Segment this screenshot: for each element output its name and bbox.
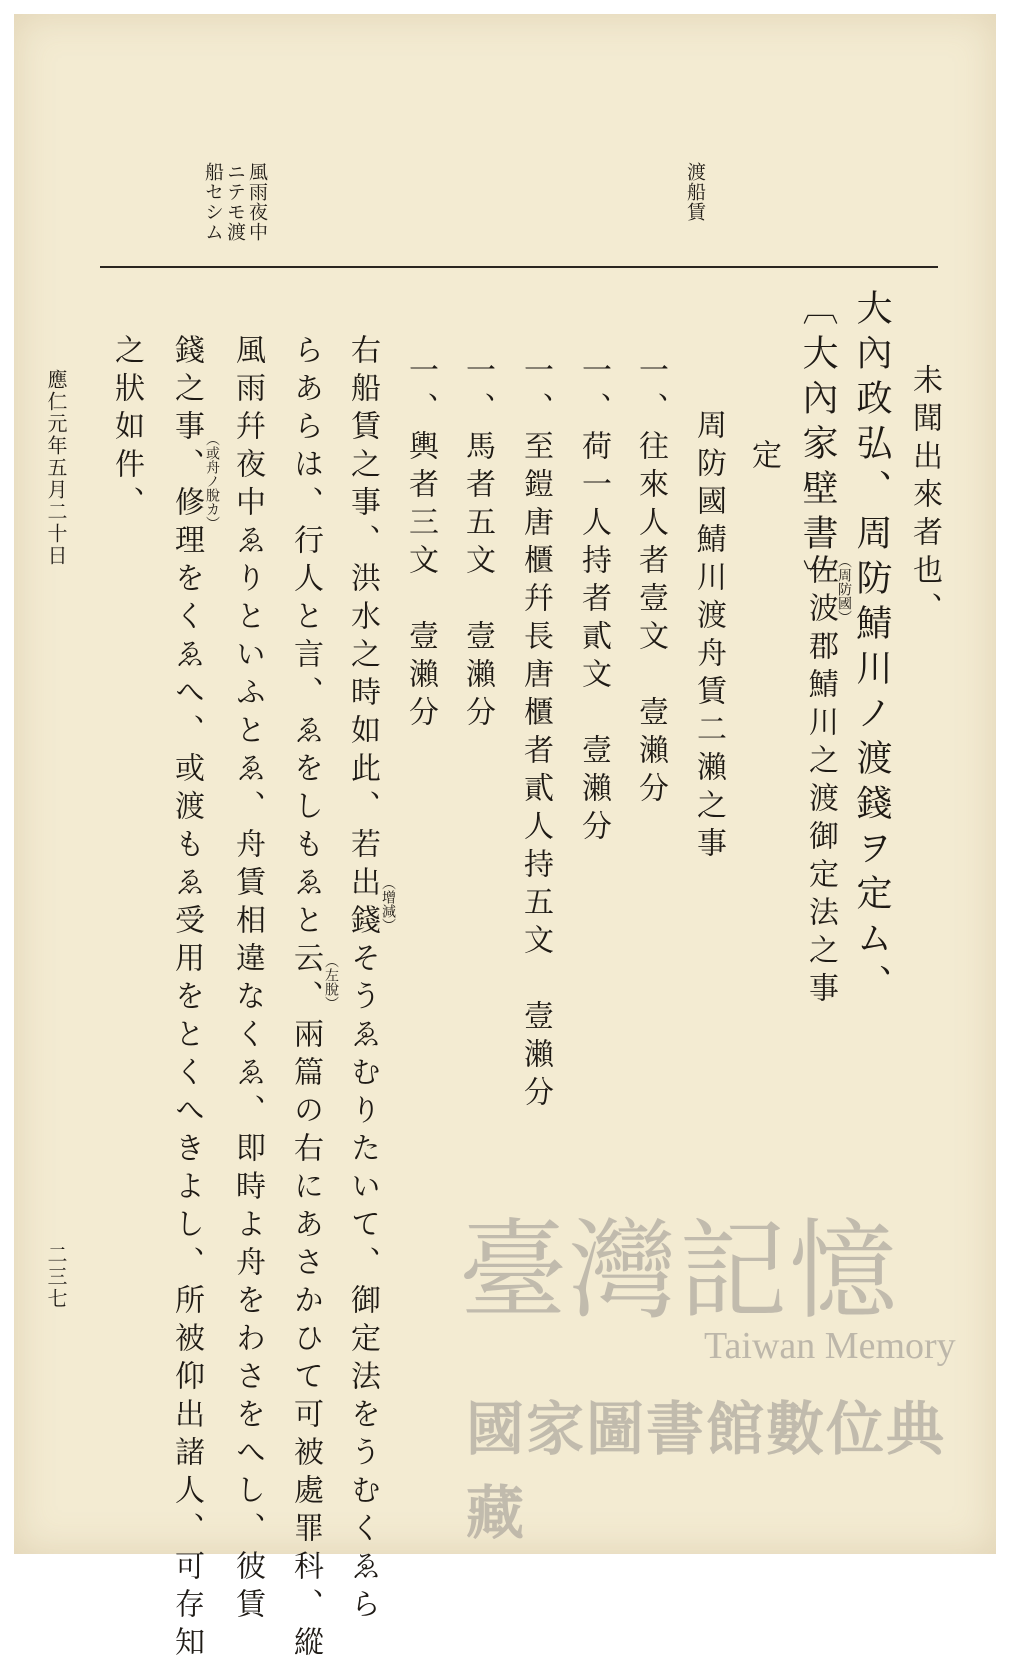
fare-item-5: 一、輿者三文 壹瀨分 <box>403 354 438 734</box>
page-number: 二三七 <box>44 1244 68 1310</box>
footer-date: 應仁元年五月二十日 <box>44 369 68 567</box>
text-col-weikaichu: 未聞出來者也、 <box>907 364 942 630</box>
para-line-3-annotation: （或舟ノ脫カ） <box>204 432 220 530</box>
document-page <box>14 14 996 1664</box>
source-annotation: （周防國） <box>836 554 852 624</box>
margin-note-line-1: 風雨夜中 <box>246 162 268 242</box>
watermark-logo-title: 臺灣記憶 <box>459 1209 900 1334</box>
margin-note-line-3: 船セシム <box>202 162 224 242</box>
para-line-4: 錢之事、修理をくゑへ、或渡もゑ受用をとくへきよし、所被仰出諸人、可存知 <box>169 334 204 1664</box>
ding-heading: 定 <box>746 439 781 477</box>
margin-note-fare: 渡船賃 <box>684 162 706 222</box>
margin-note-line-2: ニテモ渡 <box>224 162 246 242</box>
source-name: 〔大內家壁書〕 <box>797 289 838 604</box>
para-line-2-annotation: （左脫） <box>323 954 339 1010</box>
para-line-3: 風雨幷夜中ゑりといふとゑ、舟賃相違なくゑ、即時よ舟をわさをへし、彼賃 <box>230 334 265 1626</box>
fare-item-4: 一、馬者五文 壹瀨分 <box>460 354 495 734</box>
fare-item-2: 一、荷一人持者貳文 壹瀨分 <box>576 354 611 848</box>
fare-item-3: 一、至鎧唐櫃幷長唐櫃者貳人持五文 壹瀨分 <box>518 354 553 1114</box>
fare-item-1: 一、往來人者壹文 壹瀨分 <box>633 354 668 810</box>
entry-title: 大內政弘、周防鯖川ノ渡錢ヲ定ム、 <box>851 289 892 1009</box>
para-line-1: 右船賃之事、洪水之時如此、若出錢そうゑむりたいて、御定法をうむくゑら <box>345 334 380 1626</box>
para-line-5: 之狀如件、 <box>109 334 144 524</box>
para-line-1-annotation: （增減） <box>380 876 396 932</box>
para-line-2: らあらは、行人と言、ゑをしもゑと云、兩篇の右にあさかひて可被處罪科、縱 <box>288 334 323 1664</box>
horizontal-rule <box>100 266 938 268</box>
watermark-english: Taiwan Memory <box>704 1325 956 1367</box>
watermark-subtitle: 國家圖書館數位典藏 <box>466 1395 947 1547</box>
source-text: 佐波郡鯖川之渡御定法之事 <box>803 554 838 1010</box>
fare-heading: 周防國鯖川渡舟賃二瀨之事 <box>691 409 726 865</box>
